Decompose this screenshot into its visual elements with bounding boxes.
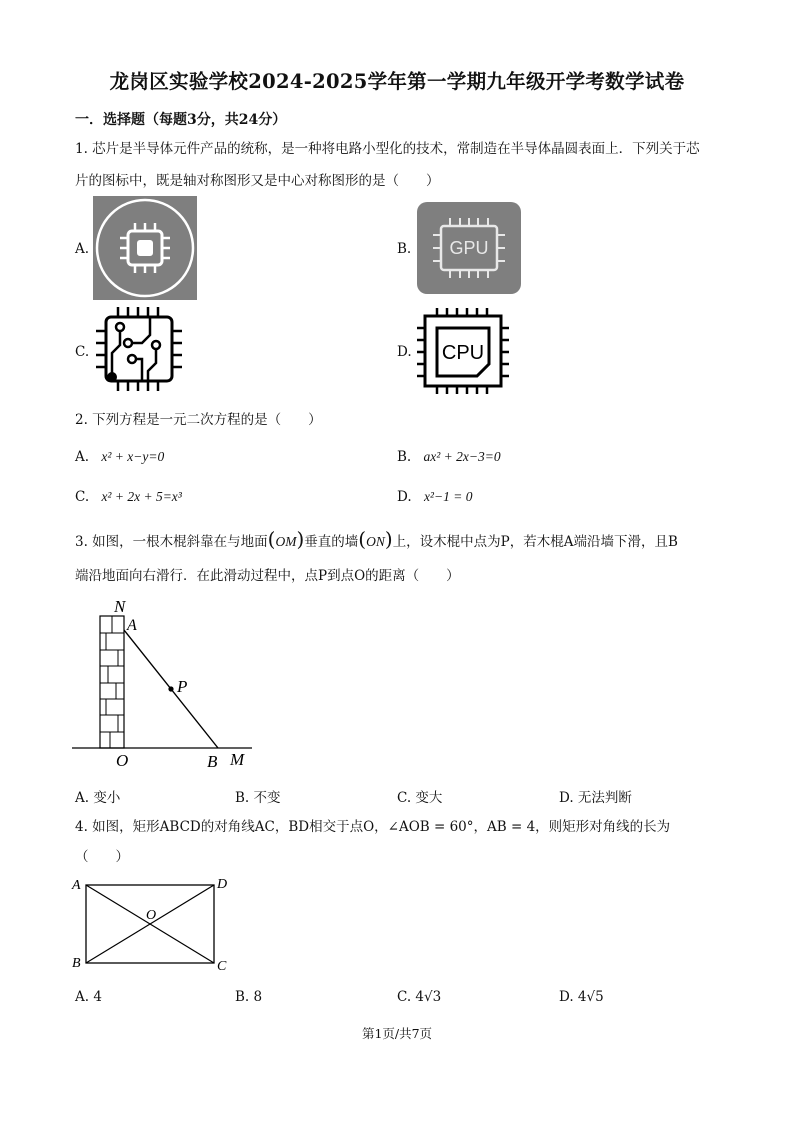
- q1-option-c-label: C.: [75, 344, 90, 360]
- q4-option-a: A. 4: [75, 989, 102, 1005]
- q2-option-a: [75, 449, 164, 465]
- q4-label-c: C: [217, 959, 227, 974]
- q4-stem-line2: （ ）: [75, 849, 129, 865]
- q2-option-a-label: A.: [75, 449, 90, 465]
- q3-stem-part1: 3. 如图，一根木棍斜靠在与地面: [75, 534, 268, 550]
- q3-stem-part2: 垂直的墙: [304, 534, 359, 550]
- q1-option-c-circuit-icon: [92, 303, 188, 399]
- q1-stem-line1: 1. 芯片是半导体元件产品的统称，是一种将电路小型化的技术，常制造在半导体晶圆表面上．下列关于芯: [75, 141, 700, 157]
- q4-label-d: D: [217, 877, 228, 892]
- q3-stem-line1: 3. 如图，一根木棍斜靠在与地面(OM)垂直的墙(ON)上，设木棍中点为P，若木棍A端沿墙下滑，且B: [75, 527, 678, 551]
- q2-option-b-expr: ax² + 2x−3=0: [423, 449, 501, 464]
- section-heading: 一．选择题（每题3分，共24分）: [75, 112, 287, 128]
- q4-stem-line1: 4. 如图，矩形ABCD的对角线AC，BD相交于点O，∠AOB = 60°，AB = 4，则矩形对角线的长为: [75, 819, 671, 835]
- q4-label-o: O: [146, 908, 157, 923]
- q3-label-n: N: [114, 597, 126, 616]
- q1-option-b-gpu-icon: [417, 202, 521, 298]
- q3-label-a: A: [127, 617, 137, 634]
- q3-label-o: O: [116, 751, 129, 770]
- q4-option-c: C. 4√3: [397, 989, 442, 1005]
- q2-option-a-expr: x² + x−y=0: [101, 449, 165, 464]
- q2-option-c-expr: x² + 2x + 5=x³: [101, 489, 182, 504]
- q2-option-c: [75, 489, 182, 505]
- gpu-text: GPU: [449, 238, 489, 258]
- q1-option-d-cpu-icon: [415, 306, 511, 400]
- q2-stem: 2. 下列方程是一元二次方程的是（ ）: [75, 412, 322, 428]
- q4-rectangle-diagram: [66, 872, 246, 980]
- q3-option-a: A. 变小: [75, 790, 121, 806]
- q4-label-b: B: [72, 956, 81, 971]
- q4-option-d: D. 4√5: [559, 989, 604, 1005]
- q3-stem-line2: 端沿地面向右滑行．在此滑动过程中，点P到点O的距离（ ）: [75, 568, 460, 584]
- q1-stem-line2: 片的图标中，既是轴对称图形又是中心对称图形的是（ ）: [75, 173, 440, 189]
- q2-option-b-label: B.: [397, 449, 412, 465]
- q1-option-d-label: D.: [397, 344, 412, 360]
- q2-option-d-label: D.: [397, 489, 412, 505]
- q1-option-a-label: A.: [75, 241, 90, 257]
- q3-stem-part3: 上，设木棍中点为P，若木棍A端沿墙下滑，且B: [392, 534, 678, 550]
- q3-on: ON: [366, 534, 385, 549]
- q2-option-d: [397, 489, 472, 505]
- q3-option-d: D. 无法判断: [559, 790, 632, 806]
- page-footer: 第1页/共7页: [361, 1026, 433, 1041]
- exam-title: 龙岗区实验学校2024-2025学年第一学期九年级开学考数学试卷: [109, 70, 685, 93]
- q2-option-b: [397, 449, 501, 465]
- q2-option-d-expr: x²−1 = 0: [423, 489, 473, 504]
- q3-label-b: B: [207, 752, 218, 771]
- cpu-text: CPU: [441, 342, 485, 364]
- q3-option-b: B. 不变: [235, 790, 281, 806]
- q3-label-m: M: [230, 750, 245, 769]
- q3-ladder-diagram: [66, 594, 266, 780]
- q2-option-c-label: C.: [75, 489, 90, 505]
- q1-option-b-label: B.: [397, 241, 412, 257]
- q3-label-p: P: [177, 677, 188, 696]
- q4-label-a: A: [72, 878, 81, 893]
- q4-option-b: B. 8: [235, 989, 263, 1005]
- q3-option-c: C. 变大: [397, 790, 443, 806]
- q1-option-a-chip-icon: [93, 196, 197, 304]
- q3-om: OM: [275, 534, 297, 549]
